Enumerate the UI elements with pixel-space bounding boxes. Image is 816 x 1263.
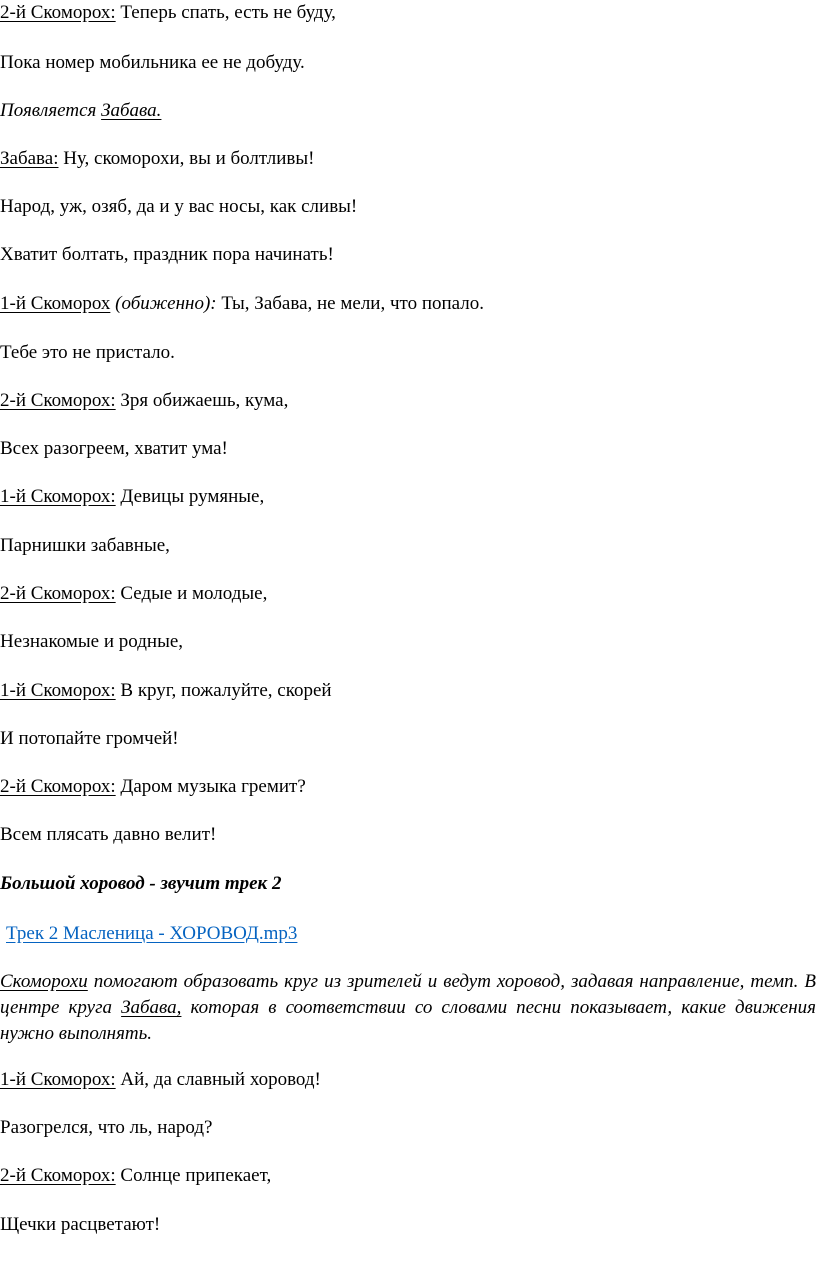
dialogue-line — [0, 194, 357, 220]
stage-prefix: Появляется — [0, 100, 102, 121]
line-text: Всех разогреем, хватит ума! — [0, 438, 228, 459]
line-text: Хватит болтать, праздник пора начинать! — [0, 244, 334, 265]
speaker-name: 1-й Скоморох: — [0, 1069, 116, 1090]
speaker-name: 1-й Скоморох: — [0, 486, 116, 507]
line-text: Ты, Забава, не мели, что попало. — [216, 293, 484, 314]
line-text: Седые и молодые, — [115, 583, 268, 604]
dialogue-line — [0, 533, 170, 559]
speaker-name: 2-й Скоморох: — [0, 390, 116, 411]
dialogue-line — [0, 1212, 160, 1238]
dialogue-line — [0, 822, 216, 848]
dialogue-line — [0, 726, 179, 752]
dialogue-line — [0, 484, 264, 510]
line-text: Разогрелся, что ль, народ? — [0, 1117, 213, 1138]
audio-link-text[interactable]: Трек 2 Масленица - ХОРОВОД.mp3 — [6, 923, 298, 944]
character-name: Забава, — [121, 997, 182, 1018]
dialogue-line — [0, 291, 484, 317]
line-text: Ай, да славный хоровод! — [115, 1069, 321, 1090]
dialogue-line — [0, 581, 267, 607]
line-text: В круг, пожалуйте, скорей — [115, 680, 332, 701]
line-text: Теперь спать, есть не буду, — [115, 2, 336, 23]
stage-direction-line — [0, 98, 161, 124]
speaker-name: 2-й Скоморох: — [0, 776, 116, 797]
dialogue-line — [0, 629, 183, 655]
dialogue-line — [0, 146, 314, 172]
dialogue-line — [0, 388, 288, 414]
direction-text: которая в соответствии со словами песни показывает, какие движения нужно выполнять. — [0, 997, 816, 1044]
line-text: Всем плясать давно велит! — [0, 824, 217, 845]
line-text: Тебе это не пристало. — [0, 342, 175, 363]
line-text: Девицы румяные, — [115, 486, 265, 507]
audio-track-link[interactable] — [6, 921, 297, 947]
line-text: Пока номер мобильника ее не добуду. — [0, 52, 305, 73]
line-text: Даром музыка гремит? — [115, 776, 306, 797]
dialogue-line — [0, 0, 336, 26]
speaker-name: 2-й Скоморох: — [0, 2, 116, 23]
line-text: Солнце припекает, — [115, 1165, 272, 1186]
speaker-name: Забава: — [0, 148, 59, 169]
stage-direction-paragraph — [0, 969, 816, 1047]
line-text: Народ, уж, озяб, да и у вас носы, как сливы! — [0, 196, 358, 217]
speaker-name: 1-й Скоморох: — [0, 680, 116, 701]
section-heading: Большой хоровод - звучит трек 2 — [0, 873, 282, 894]
line-text: Незнакомые и родные, — [0, 631, 184, 652]
line-text: Парнишки забавные, — [0, 535, 170, 556]
line-text: И потопайте громчей! — [0, 728, 179, 749]
speaker-name: 1-й Скоморох — [0, 293, 111, 314]
dialogue-line — [0, 436, 228, 462]
dialogue-line — [0, 340, 175, 366]
dialogue-line — [0, 774, 306, 800]
speaker-name: 2-й Скоморох: — [0, 583, 116, 604]
speaker-name: 2-й Скоморох: — [0, 1165, 116, 1186]
dialogue-line — [0, 1115, 212, 1141]
dialogue-line — [0, 678, 332, 704]
character-name: Забава. — [101, 100, 162, 121]
dialogue-line — [0, 242, 334, 268]
dialogue-line — [0, 1163, 271, 1189]
character-name: Скоморохи — [0, 971, 88, 992]
line-text: Ну, скоморохи, вы и болтливы! — [58, 148, 315, 169]
line-text: Щечки расцветают! — [0, 1214, 161, 1235]
dialogue-line — [0, 50, 305, 76]
line-text: Зря обижаешь, кума, — [115, 390, 289, 411]
dialogue-line — [0, 1067, 321, 1093]
direction-text: помогают образовать круг из зрителей и ведут хоровод, задавая направление, темп. В центре круга — [0, 971, 816, 1018]
speaker-aside: (обиженно): — [110, 293, 217, 314]
